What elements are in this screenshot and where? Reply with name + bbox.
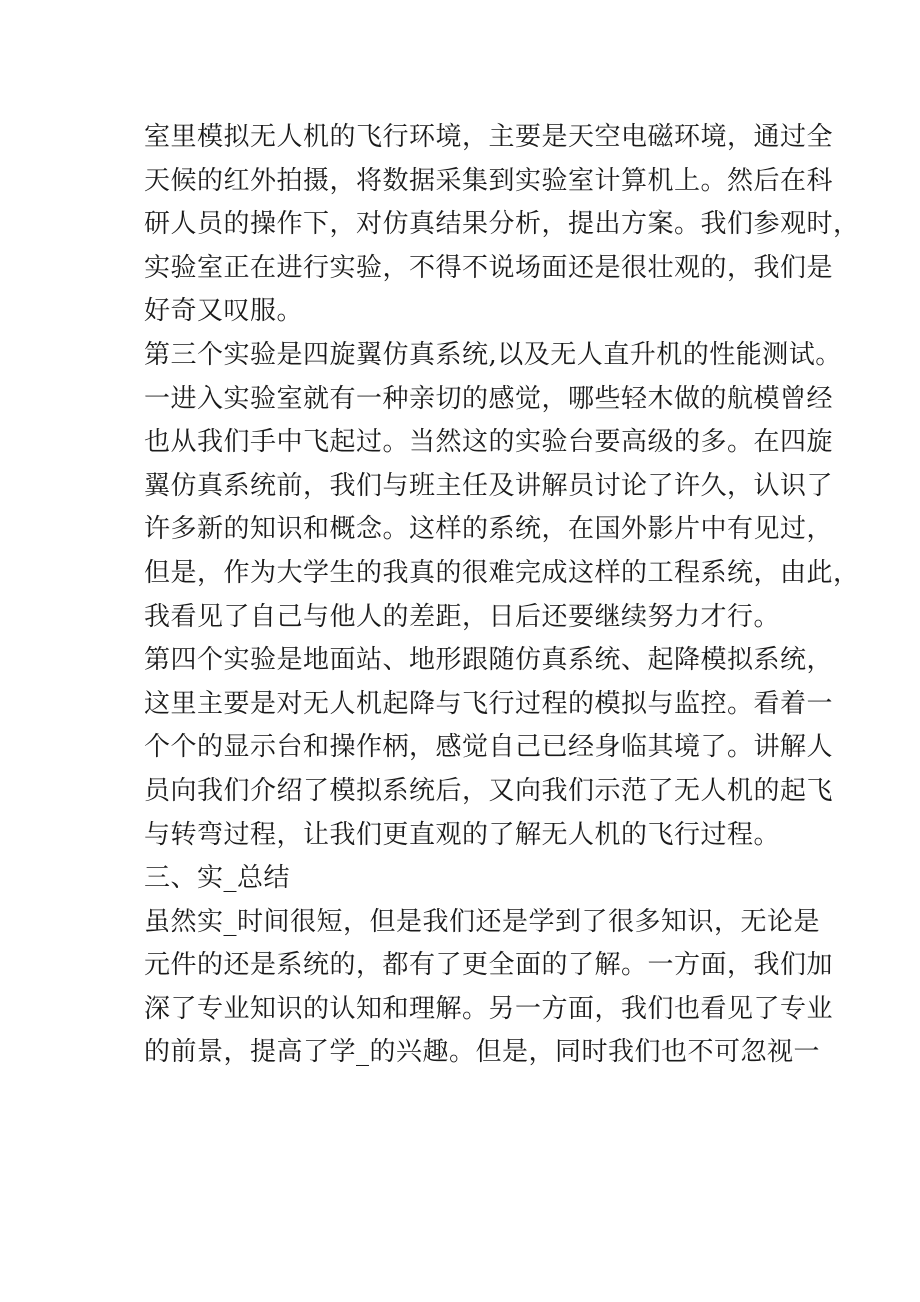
text-line: 第三个实验是四旋翼仿真系统,以及无人直升机的性能测试。 (144, 339, 842, 370)
text-line: 室里模拟无人机的飞行环境，主要是天空电磁环境，通过全 (144, 122, 834, 152)
text-line: 但是，作为大学生的我真的很难完成这样的工程系统，由此， (144, 557, 860, 588)
text-line: 也从我们手中飞起过。当然这的实验台要高级的多。在四旋 (144, 427, 834, 458)
text-line: 的前景，提高了学_的兴趣。但是，同时我们也不可忽视一 (144, 1037, 821, 1068)
text-line: 深了专业知识的认知和理解。另一方面，我们也看见了专业 (144, 993, 834, 1024)
text-line: 研人员的操作下，对仿真结果分析，提出方案。我们参观时， (144, 209, 860, 240)
text-line: 天候的红外拍摄，将数据采集到实验室计算机上。然后在科 (144, 165, 834, 196)
text-line: 好奇又叹服。 (144, 296, 304, 327)
text-line: 元件的还是系统的，都有了更全面的了解。一方面，我们加 (144, 950, 834, 981)
section-heading: 三、实_总结 (144, 863, 291, 894)
text-line: 许多新的知识和概念。这样的系统，在国外影片中有见过， (144, 514, 834, 545)
text-line: 一进入实验室就有一种亲切的感觉，哪些轻木做的航模曾经 (144, 383, 834, 414)
text-line: 虽然实_时间很短，但是我们还是学到了很多知识，无论是 (144, 906, 821, 937)
text-line: 个个的显示台和操作柄，感觉自己已经身临其境了。讲解人 (144, 732, 834, 763)
text-line: 我看见了自己与他人的差距，日后还要继续努力才行。 (144, 601, 781, 632)
text-line: 第四个实验是地面站、地形跟随仿真系统、起降模拟系统， (144, 645, 834, 676)
text-line: 实验室正在进行实验，不得不说场面还是很壮观的，我们是 (144, 252, 834, 283)
text-line: 与转弯过程，让我们更直观的了解无人机的飞行过程。 (144, 819, 781, 850)
text-line: 员向我们介绍了模拟系统后，又向我们示范了无人机的起飞 (144, 775, 834, 806)
body-text (144, 116, 860, 1075)
text-line: 这里主要是对无人机起降与飞行过程的模拟与监控。看着一 (144, 688, 834, 719)
text-line: 翼仿真系统前，我们与班主任及讲解员讨论了许久，认识了 (144, 470, 834, 501)
